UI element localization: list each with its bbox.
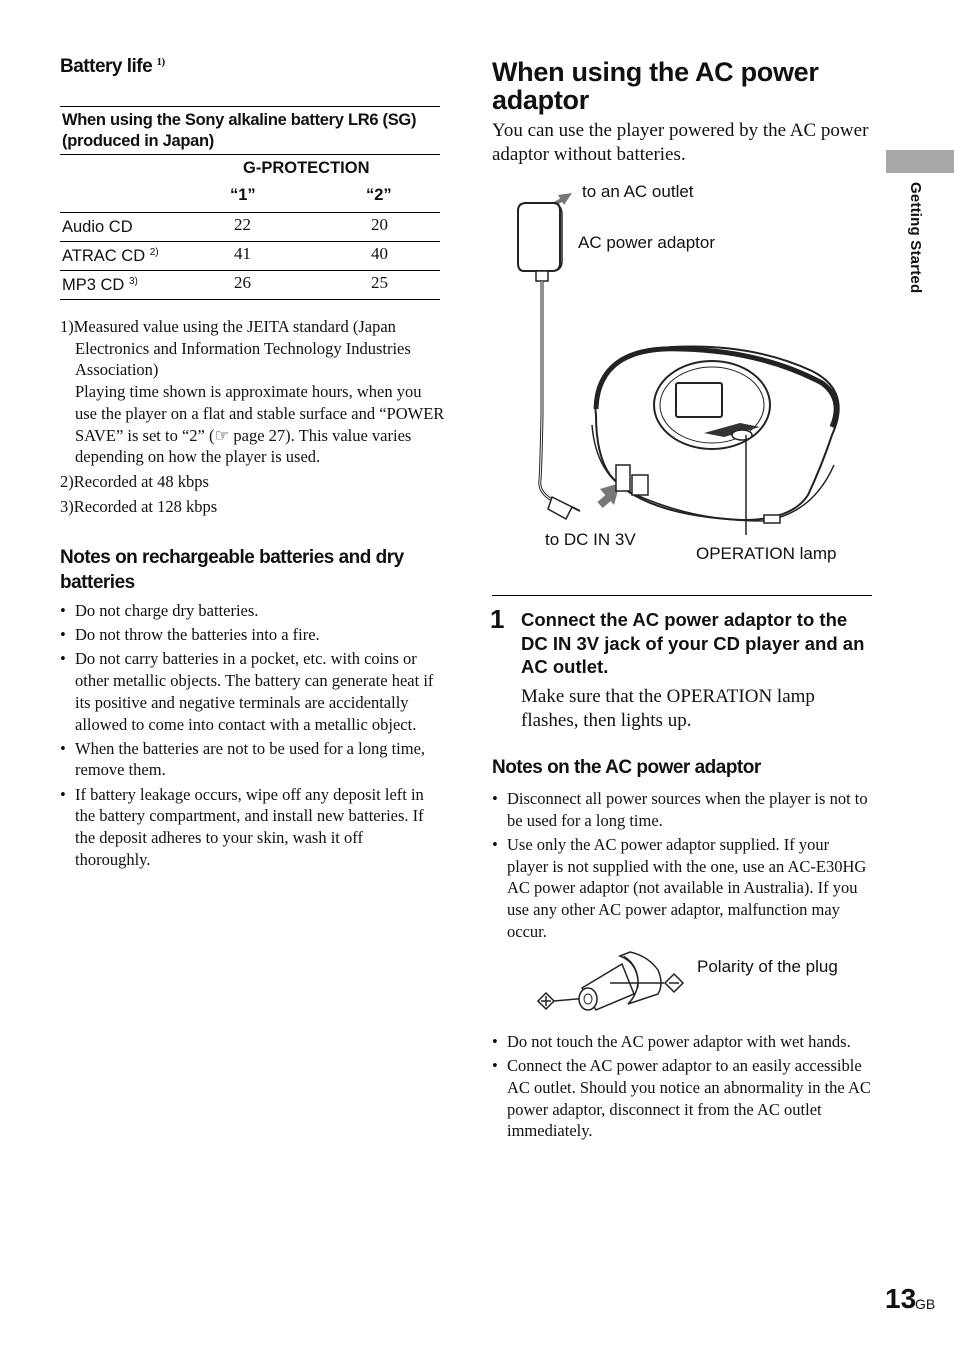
to-outlet-label: to an AC outlet (582, 182, 694, 201)
ac-section-title: When using the AC power adaptor (492, 57, 819, 115)
notes-ac-list-continued (492, 1031, 874, 1145)
battery-life-heading-text: Battery life (60, 56, 153, 77)
notes-batteries-heading: Notes on rechargeable batteries and dry batteries (60, 547, 404, 593)
row-value-2: 40 (371, 244, 388, 263)
ac-adaptor-icon (518, 203, 562, 281)
footnote-1-paragraph: Playing time shown is approximate hours, when you use the player on a flat and stable surface and “POWER SAVE” is set to “2” (☞ page 27). This value varies depending on how the player is used. (75, 382, 445, 467)
plug-icon (579, 952, 661, 1010)
list-item: • Connect the AC power adaptor to an easily accessible AC outlet. Should you notice an abnormality in the AC power adaptor, disconnect it from the AC outlet immediately. (492, 1055, 874, 1142)
table-row (60, 213, 440, 242)
footnote-1: 1)Measured value using the JEITA standard (Japan Electronics and Information Technology Industries Association) (60, 317, 411, 380)
page-suffix: GB (915, 1296, 936, 1312)
side-tab-label: Getting Started (907, 182, 924, 294)
battery-life-footnote-ref: 1) (156, 56, 165, 68)
polarity-label: Polarity of the plug (697, 957, 838, 976)
notes-ac-heading: Notes on the AC power adaptor (492, 757, 761, 778)
list-item: • Do not touch the AC power adaptor with wet hands. (492, 1031, 874, 1053)
battery-footnotes (60, 316, 445, 517)
row-label: ATRAC CD $^{2)}$ (62, 247, 159, 265)
row-value-2: 20 (371, 215, 388, 234)
table-row (60, 271, 440, 300)
row-value-1: 22 (234, 215, 251, 234)
row-label: Audio CD (62, 218, 133, 236)
step-body: Make sure that the OPERATION lamp flashes, then lights up. (521, 686, 815, 731)
table-row (60, 242, 440, 271)
list-item: • Do not charge dry batteries. (60, 600, 438, 622)
dc-plug-icon (548, 497, 580, 519)
list-item: • Do not throw the batteries into a fire. (60, 624, 438, 646)
footnote-3: 3)Recorded at 128 kbps (60, 496, 218, 516)
g-protection-header: G-PROTECTION (243, 159, 370, 177)
page-number: 13 (885, 1283, 917, 1314)
row-value-2: 25 (371, 273, 388, 292)
list-item: • When the batteries are not to be used for a long time, remove them. (60, 738, 438, 781)
adaptor-label: AC power adaptor (578, 233, 716, 252)
battery-life-heading (60, 56, 165, 78)
list-item: • Disconnect all power sources when the player is not to be used for a long time. (492, 788, 874, 831)
reference-icon: ☞ (214, 425, 230, 445)
plus-terminal-icon (538, 993, 554, 1009)
list-item: • If battery leakage occurs, wipe off any deposit left in the battery compartment, and install new batteries. If the deposit adheres to your skin, wash it off thoroughly. (60, 784, 438, 871)
section-divider (492, 595, 872, 596)
notes-batteries-list (60, 600, 438, 873)
operation-lamp-label: OPERATION lamp (696, 544, 837, 563)
column-1-header: “1” (230, 186, 256, 204)
list-item: • Use only the AC power adaptor supplied. If your player is not supplied with the one, use an AC-E30HG AC power adaptor (not available in Australia). If you use any other AC power adaptor, malfunction may occur. (492, 834, 874, 943)
ac-section-intro: You can use the player powered by the AC power adaptor without batteries. (492, 120, 869, 165)
row-label: MP3 CD $^{3)}$ (62, 276, 138, 294)
list-item: • Do not carry batteries in a pocket, etc. with coins or other metallic objects. The battery can generate heat if its positive and negative terminals are accidentally allowed to come into contact with a metallic object. (60, 648, 438, 735)
step-number: 1 (490, 604, 505, 634)
side-tab (908, 182, 928, 312)
column-2-header: “2” (366, 186, 392, 204)
dc-in-label: to DC IN 3V (545, 530, 636, 549)
row-value-1: 41 (234, 244, 251, 263)
row-value-1: 26 (234, 273, 251, 292)
table-caption: When using the Sony alkaline battery LR6 (SG) (produced in Japan) (60, 107, 440, 155)
ac-connection-diagram (492, 175, 884, 575)
notes-ac-list (492, 788, 874, 945)
table-subheader (60, 155, 440, 213)
minus-terminal-icon (665, 974, 683, 992)
side-tab-bar (886, 150, 954, 173)
battery-life-table (60, 106, 440, 300)
footnote-2: 2)Recorded at 48 kbps (60, 471, 209, 491)
cd-player-icon (592, 347, 839, 524)
step-heading: Connect the AC power adaptor to the DC IN 3V jack of your CD player and an AC outlet. (521, 609, 865, 677)
